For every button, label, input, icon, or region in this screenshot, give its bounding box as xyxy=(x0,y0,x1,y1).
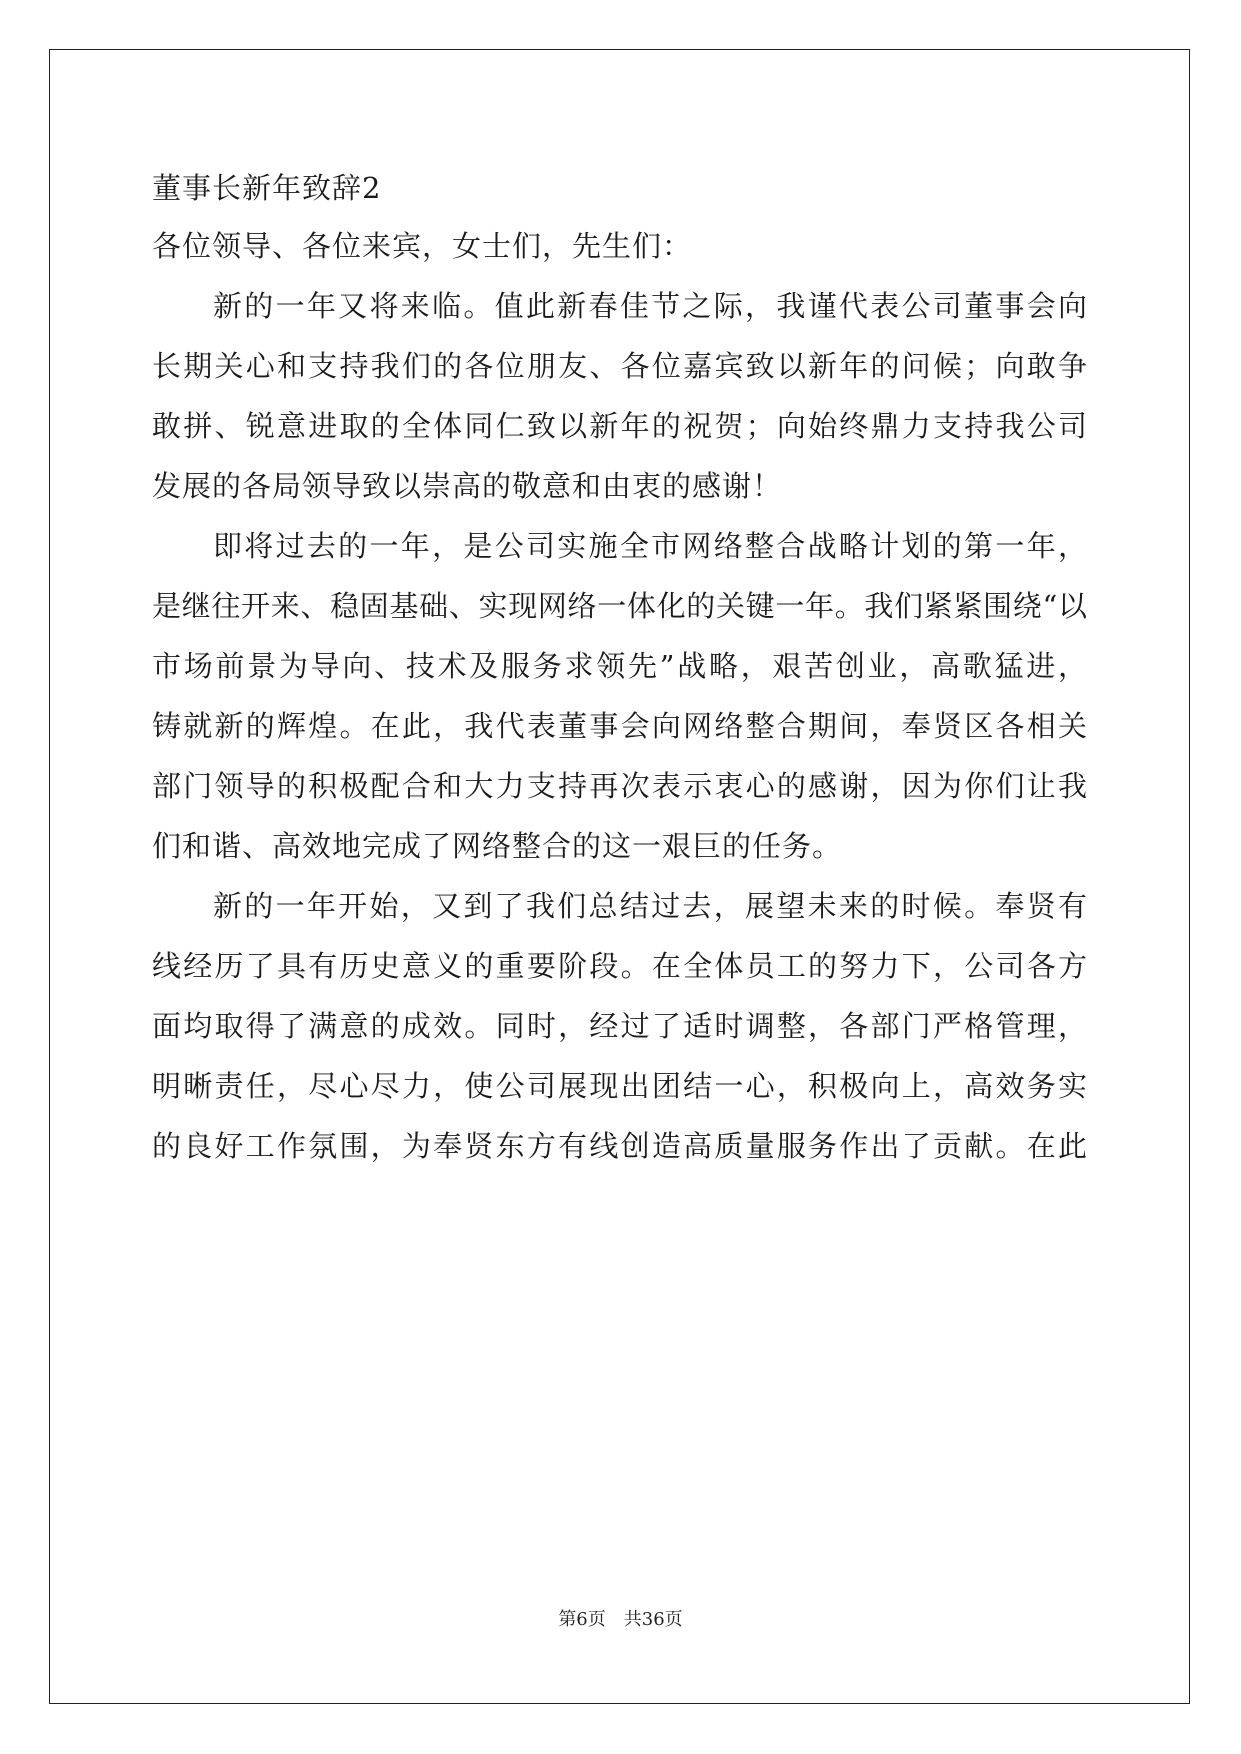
document-title: 董事长新年致辞2 xyxy=(152,171,382,205)
page-number-footer: 第6页 共36页 xyxy=(558,1609,683,1630)
paragraph-line: 长期关心和支持我们的各位朋友、各位嘉宾致以新年的问候；向敢争 xyxy=(152,349,1087,383)
paragraph-line: 发展的各局领导致以崇高的敬意和由衷的感谢！ xyxy=(152,469,783,503)
paragraph-line: 新的一年又将来临。值此新春佳节之际，我谨代表公司董事会向 xyxy=(213,289,1087,323)
paragraph-line: 部门领导的积极配合和大力支持再次表示衷心的感谢，因为你们让我 xyxy=(152,769,1087,803)
paragraph-line: 的良好工作氛围，为奉贤东方有线创造高质量服务作出了贡献。在此 xyxy=(152,1129,1087,1163)
paragraph-line: 是继往开来、稳固基础、实现网络一体化的关键一年。我们紧紧围绕“以 xyxy=(152,589,1087,623)
paragraph-line: 面均取得了满意的成效。同时，经过了适时调整，各部门严格管理， xyxy=(152,1009,1087,1043)
paragraph-line: 敢拼、锐意进取的全体同仁致以新年的祝贺；向始终鼎力支持我公司 xyxy=(152,409,1087,443)
salutation: 各位领导、各位来宾，女士们，先生们： xyxy=(152,229,693,263)
paragraph-line: 铸就新的辉煌。在此，我代表董事会向网络整合期间，奉贤区各相关 xyxy=(152,709,1087,743)
paragraph-line: 市场前景为导向、技术及服务求领先”战略，艰苦创业，高歌猛进， xyxy=(152,649,1087,683)
paragraph-line: 新的一年开始，又到了我们总结过去，展望未来的时候。奉贤有 xyxy=(213,889,1087,923)
paragraph-line: 线经历了具有历史意义的重要阶段。在全体员工的努力下，公司各方 xyxy=(152,949,1087,983)
paragraph-line: 们和谐、高效地完成了网络整合的这一艰巨的任务。 xyxy=(152,829,843,863)
paragraph-line: 明晰责任，尽心尽力，使公司展现出团结一心，积极向上，高效务实 xyxy=(152,1069,1087,1103)
paragraph-line: 即将过去的一年，是公司实施全市网络整合战略计划的第一年， xyxy=(213,529,1087,563)
